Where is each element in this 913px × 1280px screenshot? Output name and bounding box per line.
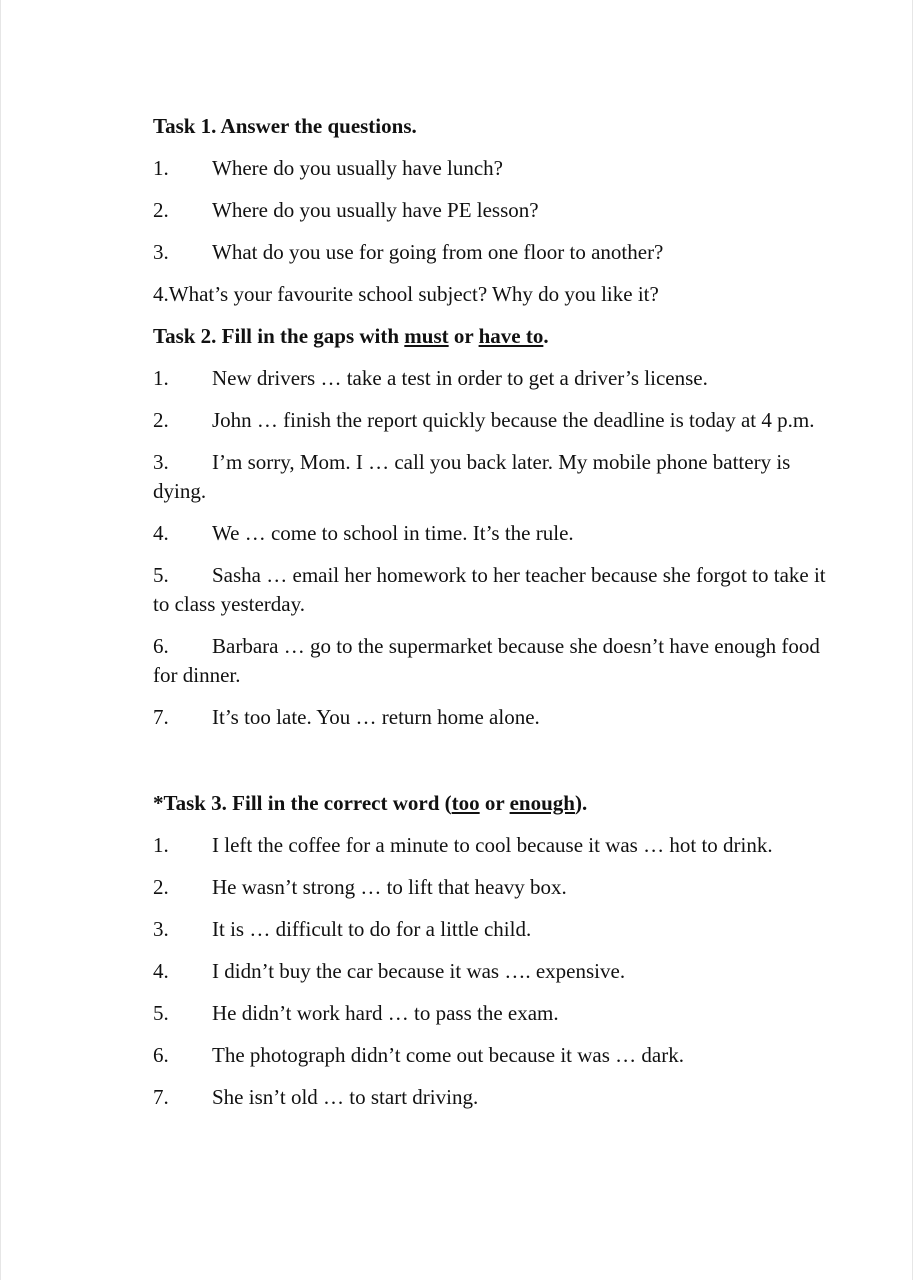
task1-question-1 (153, 154, 843, 183)
item-number: 7. (153, 705, 169, 729)
task3-item-6 (153, 1041, 843, 1070)
task2-item-3 (153, 448, 843, 506)
task2-item-5 (153, 561, 843, 619)
task2-word-have-to: have to (478, 324, 544, 348)
task1-question-2 (153, 196, 843, 225)
task2-item-2 (153, 406, 843, 435)
item-text: New drivers … take a test in order to get a driver’s license. (212, 366, 708, 390)
item-number: 1. (153, 366, 169, 390)
task1-question-3 (153, 238, 843, 267)
item-text: We … come to school in time. It’s the rule. (212, 521, 574, 545)
task3-heading-prefix: *Task 3. Fill in the correct word ( (153, 791, 452, 815)
task2-heading (153, 322, 843, 351)
item-text: The photograph didn’t come out because it was … dark. (212, 1043, 684, 1067)
task1-heading: Task 1. Answer the questions. (153, 114, 417, 138)
item-text: I left the coffee for a minute to cool because it was … hot to drink. (212, 833, 773, 857)
item-number: 2. (153, 198, 169, 222)
item-text: Where do you usually have PE lesson? (212, 198, 539, 222)
task2-item-1 (153, 364, 843, 393)
task3-heading-suffix: ). (574, 791, 588, 815)
task3-item-3 (153, 915, 843, 944)
item-number: 3. (153, 240, 169, 264)
item-number: 1. (153, 833, 169, 857)
task2-heading-prefix: Task 2. Fill in the gaps with (153, 324, 405, 348)
task3-item-4 (153, 957, 843, 986)
item-number: 3. (153, 917, 169, 941)
item-number: 5. (153, 563, 169, 587)
task3-item-1 (153, 831, 843, 860)
task2-item-6 (153, 632, 843, 690)
item-number: 4. (153, 521, 169, 545)
item-text: John … finish the report quickly because the deadline is today at 4 p.m. (212, 408, 815, 432)
item-text: What do you use for going from one floor to another? (212, 240, 664, 264)
item-number: 4. (153, 959, 169, 983)
item-number: 7. (153, 1085, 169, 1109)
task2-word-must: must (404, 324, 449, 348)
item-number: 2. (153, 875, 169, 899)
section-spacer (153, 745, 843, 789)
task2-heading-suffix: . (543, 324, 549, 348)
task3-item-2 (153, 873, 843, 902)
task3-heading (153, 789, 843, 818)
worksheet-content (153, 112, 843, 1125)
item-text: Barbara … go to the supermarket because she doesn’t have enough food for dinner. (153, 634, 820, 687)
item-number: 3. (153, 450, 169, 474)
item-text: She isn’t old … to start driving. (212, 1085, 479, 1109)
task3-heading-joiner: or (479, 791, 510, 815)
item-number: 6. (153, 1043, 169, 1067)
task2-heading-joiner: or (448, 324, 479, 348)
task1-question-4: 4.What’s your favourite school subject? Why do you like it? (153, 282, 659, 306)
item-text: I didn’t buy the car because it was …. expensive. (212, 959, 626, 983)
item-text: He wasn’t strong … to lift that heavy box. (212, 875, 567, 899)
task3-item-5 (153, 999, 843, 1028)
item-text: It is … difficult to do for a little child. (212, 917, 532, 941)
task2-item-7 (153, 703, 843, 732)
task3-item-7 (153, 1083, 843, 1112)
item-text: I’m sorry, Mom. I … call you back later. My mobile phone battery is dying. (153, 450, 791, 503)
task3-word-enough: enough (509, 791, 575, 815)
task3-word-too: too (451, 791, 480, 815)
item-number: 1. (153, 156, 169, 180)
item-number: 5. (153, 1001, 169, 1025)
item-number: 6. (153, 634, 169, 658)
task2-item-4 (153, 519, 843, 548)
item-text: Where do you usually have lunch? (212, 156, 503, 180)
item-text: It’s too late. You … return home alone. (212, 705, 540, 729)
item-text: Sasha … email her homework to her teacher because she forgot to take it to class yesterday. (153, 563, 826, 616)
item-text: He didn’t work hard … to pass the exam. (212, 1001, 559, 1025)
item-number: 2. (153, 408, 169, 432)
